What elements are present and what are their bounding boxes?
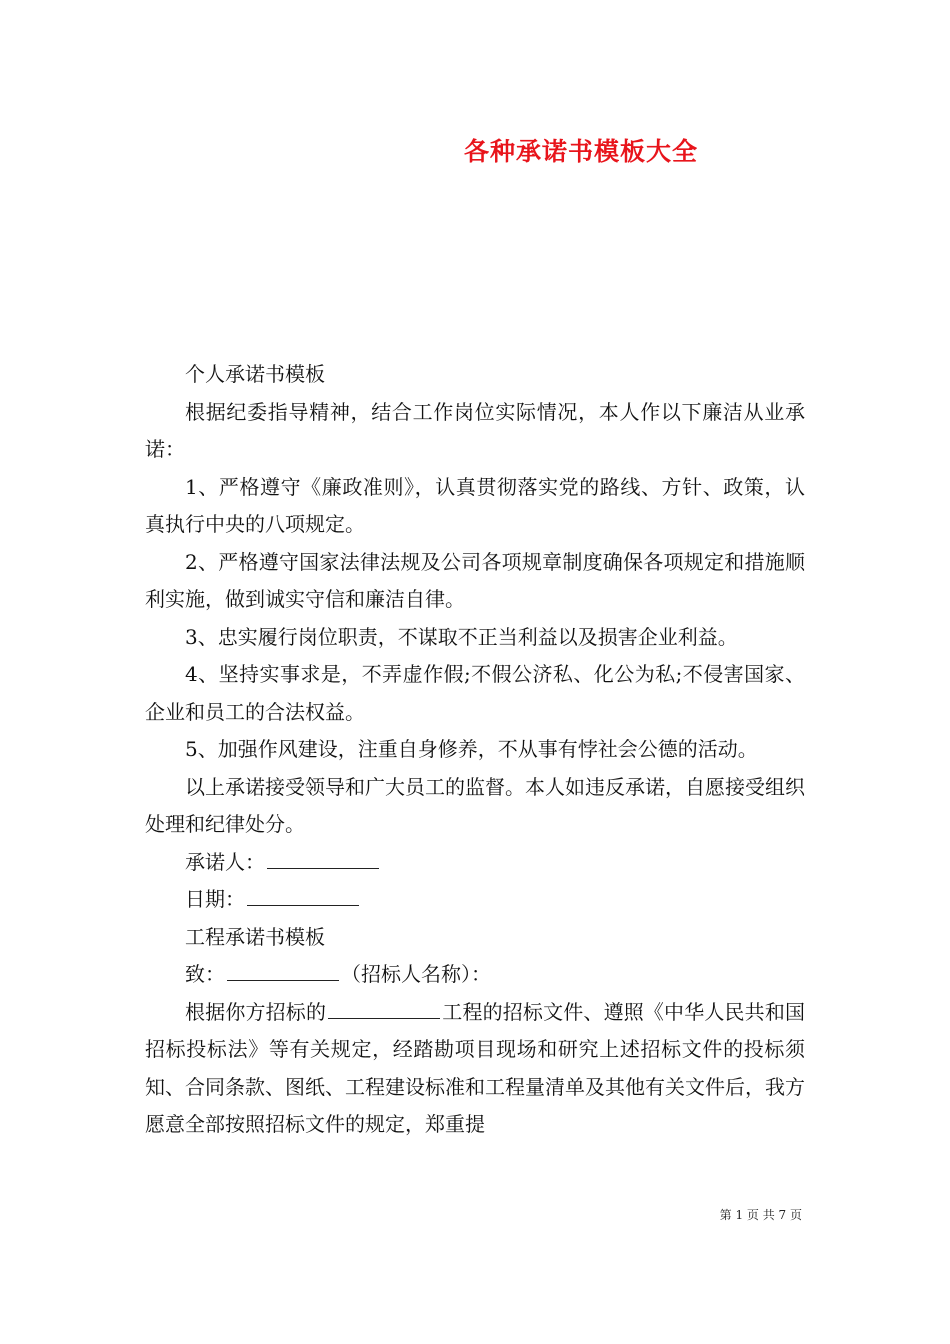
date-blank xyxy=(247,885,359,906)
commitment-item-3: 3、忠实履行岗位职责，不谋取不正当利益以及损害企业利益。 xyxy=(185,624,738,649)
project-name-blank xyxy=(328,998,440,1019)
commitment-item-1: 1、严格遵守《廉政准则》，认真贯彻落实党的路线、方针、政策，认真执行中央的八项规定。 xyxy=(145,474,805,536)
engineering-paragraph xyxy=(145,994,805,1144)
section-heading-personal: 个人承诺书模板 xyxy=(185,362,325,386)
addressee-line xyxy=(145,956,805,994)
date-line xyxy=(145,881,805,919)
signer-blank xyxy=(267,848,379,869)
commitment-item-4: 4、坚持实事求是，不弄虚作假;不假公济私、化公为私;不侵害国家、企业和员工的合法权益。 xyxy=(145,662,805,724)
signer-label: 承诺人： xyxy=(185,849,265,874)
commitment-item-5: 5、加强作风建设，注重自身修养，不从事有悖社会公德的活动。 xyxy=(185,737,758,761)
commitment-item-2: 2、严格遵守国家法律法规及公司各项规章制度确保各项规定和措施顺利实施，做到诚实守信和廉洁自律。 xyxy=(145,549,805,611)
document-title: 各种承诺书模板大全 xyxy=(463,137,698,166)
closing-paragraph: 以上承诺接受领导和广大员工的监督。本人如违反承诺，自愿接受组织处理和纪律处分。 xyxy=(145,774,805,836)
addressee-prefix: 致： xyxy=(185,962,225,986)
section-heading-engineering: 工程承诺书模板 xyxy=(185,924,325,949)
addressee-suffix: （招标人名称）： xyxy=(341,962,491,986)
page-number-footer: 第 1 页 共 7 页 xyxy=(719,1208,802,1222)
personal-intro-paragraph: 根据纪委指导精神，结合工作岗位实际情况，本人作以下廉洁从业承诺： xyxy=(145,399,805,461)
addressee-blank xyxy=(227,960,339,981)
date-label: 日期： xyxy=(185,887,245,911)
document-body xyxy=(145,356,805,1144)
signer-line xyxy=(145,844,805,882)
engineering-para-suffix: 工程的招标文件、遵照《中华人民共和国招标投标法》等有关规定，经踏勘项目现场和研究上述招标文件的投标须知、合同条款、图纸、工程建设标准和工程量清单及其他有关文件后，我方愿意全部按照招标文件的规定，郑重提 xyxy=(145,999,806,1136)
engineering-para-prefix: 根据你方招标的 xyxy=(185,999,327,1024)
